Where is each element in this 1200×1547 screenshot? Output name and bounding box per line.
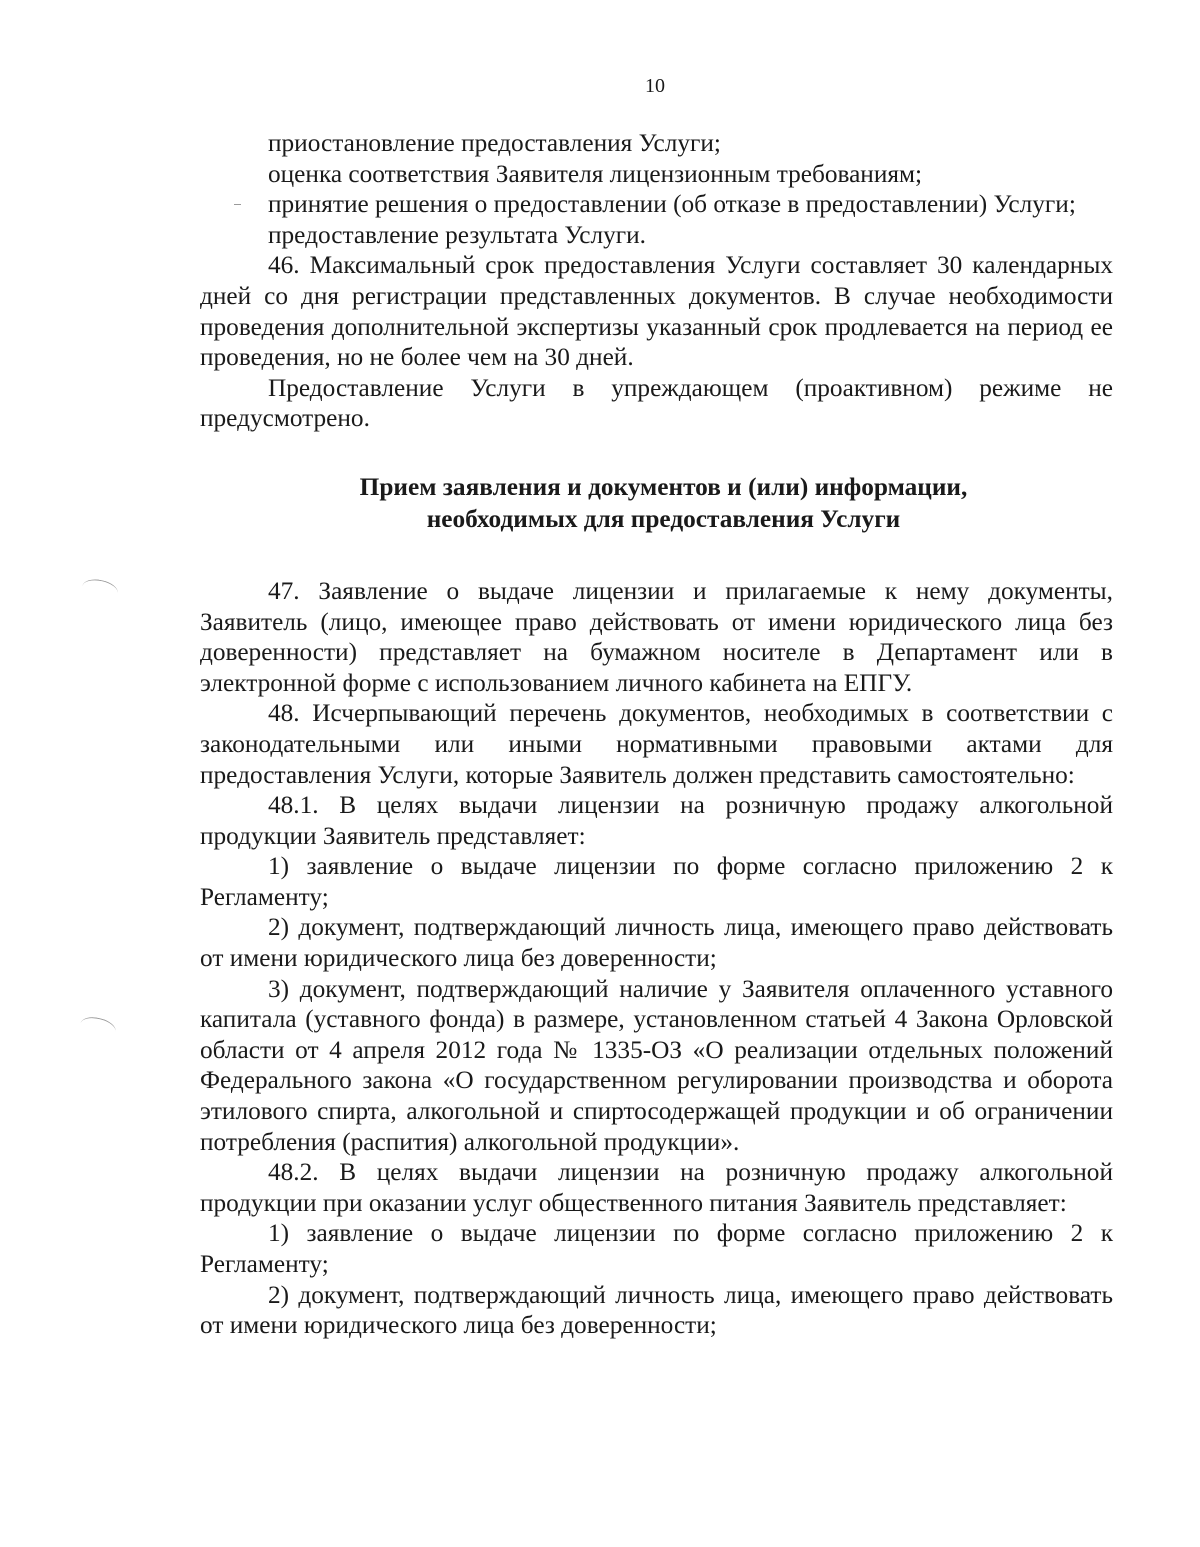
paragraph-48-1: 48.1. В целях выдачи лицензии на розничную продажу алкогольной продукции Заявитель представляет: [200,791,1113,850]
list-item-48-1-2: 2) документ, подтверждающий личность лица, имеющего право действовать от имени юридического лица без доверенности; [200,913,1113,973]
section-heading-line-1: Прием заявления и документов и (или) информации, [359,472,968,501]
paragraph-48: 48. Исчерпывающий перечень документов, необходимых в соответствии с законодательными или иными нормативными правовыми актами для предоставления Услуги, которые Заявитель должен представить самостоятельно: [200,699,1113,789]
scan-artifact [78,1014,118,1041]
paragraph-assessment: оценка соответствия Заявителя лицензионным требованиям; [268,159,923,188]
list-item-48-2-1: 1) заявление о выдаче лицензии по форме согласно приложению 2 к Регламенту; [200,1219,1113,1278]
paragraph-result: предоставление результата Услуги. [268,220,646,249]
list-item-48-1-3: 3) документ, подтверждающий наличие у Заявителя оплаченного уставного капитала (уставного фонда) в размере, установленном статьей 4 Закона Орловской области от 4 апреля 2012 года № 1335-ОЗ «О реализации отдельных положений Федерального закона «О государственном регулировании производства и оборота этилового спирта, алкогольной и спиртосодержащей продукции и об ограничении потребления (распития) алкогольной продукции». [200,974,1113,1156]
list-item-48-1-1: 1) заявление о выдаче лицензии по форме согласно приложению 2 к Регламенту; [200,852,1113,911]
section-heading-line-2: необходимых для предоставления Услуги [426,504,901,533]
section-heading [200,471,1113,535]
paragraph-46: 46. Максимальный срок предоставления Услуги составляет 30 календарных дней со дня регистрации представленных документов. В случае необходимости проведения дополнительной экспертизы указанный срок продлевается на период ее проведения, но не более чем на 30 дней. [200,251,1113,372]
paragraph-suspension: приостановление предоставления Услуги; [268,129,721,157]
list-item-48-2-2: 2) документ, подтверждающий личность лица, имеющего право действовать от имени юридического лица без доверенности; [200,1280,1113,1340]
document-body [200,128,1113,1341]
scan-artifact [80,576,119,602]
paragraph-47: 47. Заявление о выдаче лицензии и прилагаемые к нему документы, Заявитель (лицо, имеющее право действовать от имени юридического лица без доверенности) представляет на бумажном носителе в Департамент или в электронной форме с использованием личного кабинета на ЕПГУ. [200,576,1113,697]
paragraph-proactive: Предоставление Услуги в упреждающем (проактивном) режиме не предусмотрено. [200,373,1113,433]
page-number: 10 [645,75,665,97]
paragraph-48-2: 48.2. В целях выдачи лицензии на розничную продажу алкогольной продукции при оказании услуг общественного питания Заявитель представляет: [200,1158,1113,1217]
paragraph-decision: принятие решения о предоставлении (об отказе в предоставлении) Услуги; [268,190,1076,219]
